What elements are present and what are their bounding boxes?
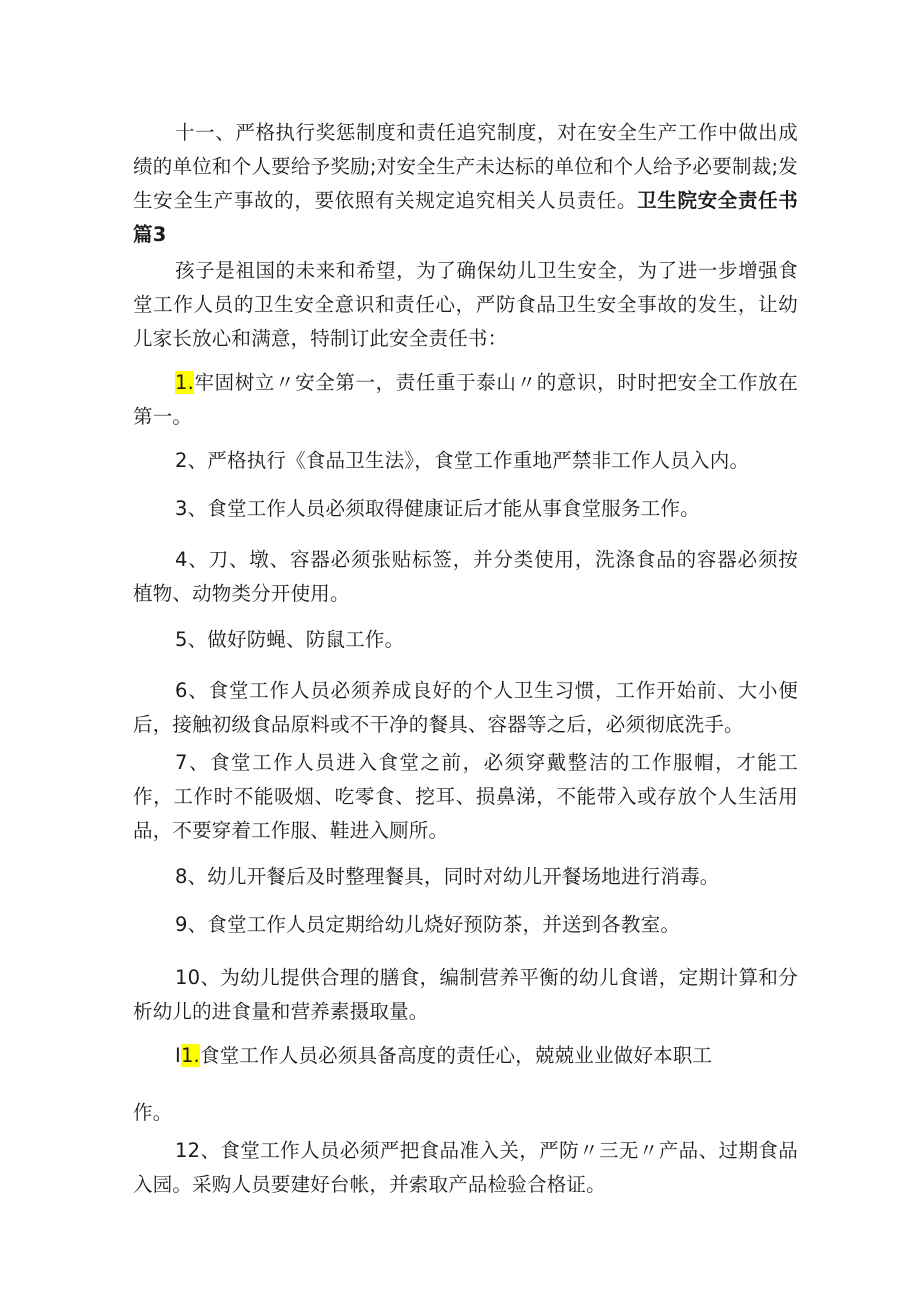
item-11-continuation: 作。 [133,1101,173,1124]
item-1 [133,366,798,434]
item-9: 9、食堂工作人员定期给幼儿烧好预防茶，并送到各教室。 [175,913,681,936]
item-11-text: 食堂工作人员必须具备高度的责任心，兢兢业业做好本职工 [199,1044,713,1067]
item-1-text: 牢固树立〃安全第一，责任重于泰山〃的意识，时时把安全工作放在第一。 [133,371,798,428]
item-5: 5、做好防蝇、防鼠工作。 [175,628,405,651]
item-7: 7、食堂工作人员进入食堂之前，必须穿戴整洁的工作服帽，才能工作，工作时不能吸烟、吃零食、挖耳、损鼻涕，不能带入或存放个人生活用品，不要穿着工作服、鞋进入厕所。 [133,751,798,842]
item-12: 12、食堂工作人员必须严把食品准入关，严防〃三无〃产品、过期食品入园。采购人员要建好台帐，并索取产品检验合格证。 [133,1139,798,1196]
item-2: 2、严格执行《食品卫生法》，食堂工作重地严禁非工作人员入内。 [175,449,750,472]
paragraph-11-text: 十一、严格执行奖惩制度和责任追究制度，对在安全生产工作中做出成绩的单位和个人要给予奖励;对安全生产未达标的单位和个人给予必要制裁;发生安全生产事故的，要依照有关规定追究相关人员责任。 [133,121,798,212]
item-1-highlight-mark: 1. [175,371,195,394]
intro-paragraph: 孩子是祖国的未来和希望，为了确保幼儿卫生安全，为了进一步增强食堂工作人员的卫生安全意识和责任心，严防食品卫生安全事故的发生，让幼儿家长放心和满意，特制订此安全责任书： [133,259,798,350]
item-11-prefix: I [175,1044,181,1067]
paragraph-11 [133,116,798,252]
item-11 [133,1039,798,1073]
section-heading: 卫生院安全责任书篇3 [133,189,798,246]
item-4: 4、刀、墩、容器必须张贴标签，并分类使用，洗涤食品的容器必须按植物、动物类分开使用。 [133,548,798,605]
item-11-highlight-mark: 1. [180,1044,200,1067]
item-3: 3、食堂工作人员必须取得健康证后才能从事食堂服务工作。 [175,497,700,520]
item-8: 8、幼儿开餐后及时整理餐具，同时对幼儿开餐场地进行消毒。 [175,865,720,888]
item-6: 6、食堂工作人员必须养成良好的个人卫生习惯，工作开始前、大小便后，接触初级食品原料或不干净的餐具、容器等之后，必须彻底洗手。 [133,679,798,736]
item-10: 10、为幼儿提供合理的膳食，编制营养平衡的幼儿食谱，定期计算和分析幼儿的进食量和营养素摄取量。 [133,966,798,1023]
